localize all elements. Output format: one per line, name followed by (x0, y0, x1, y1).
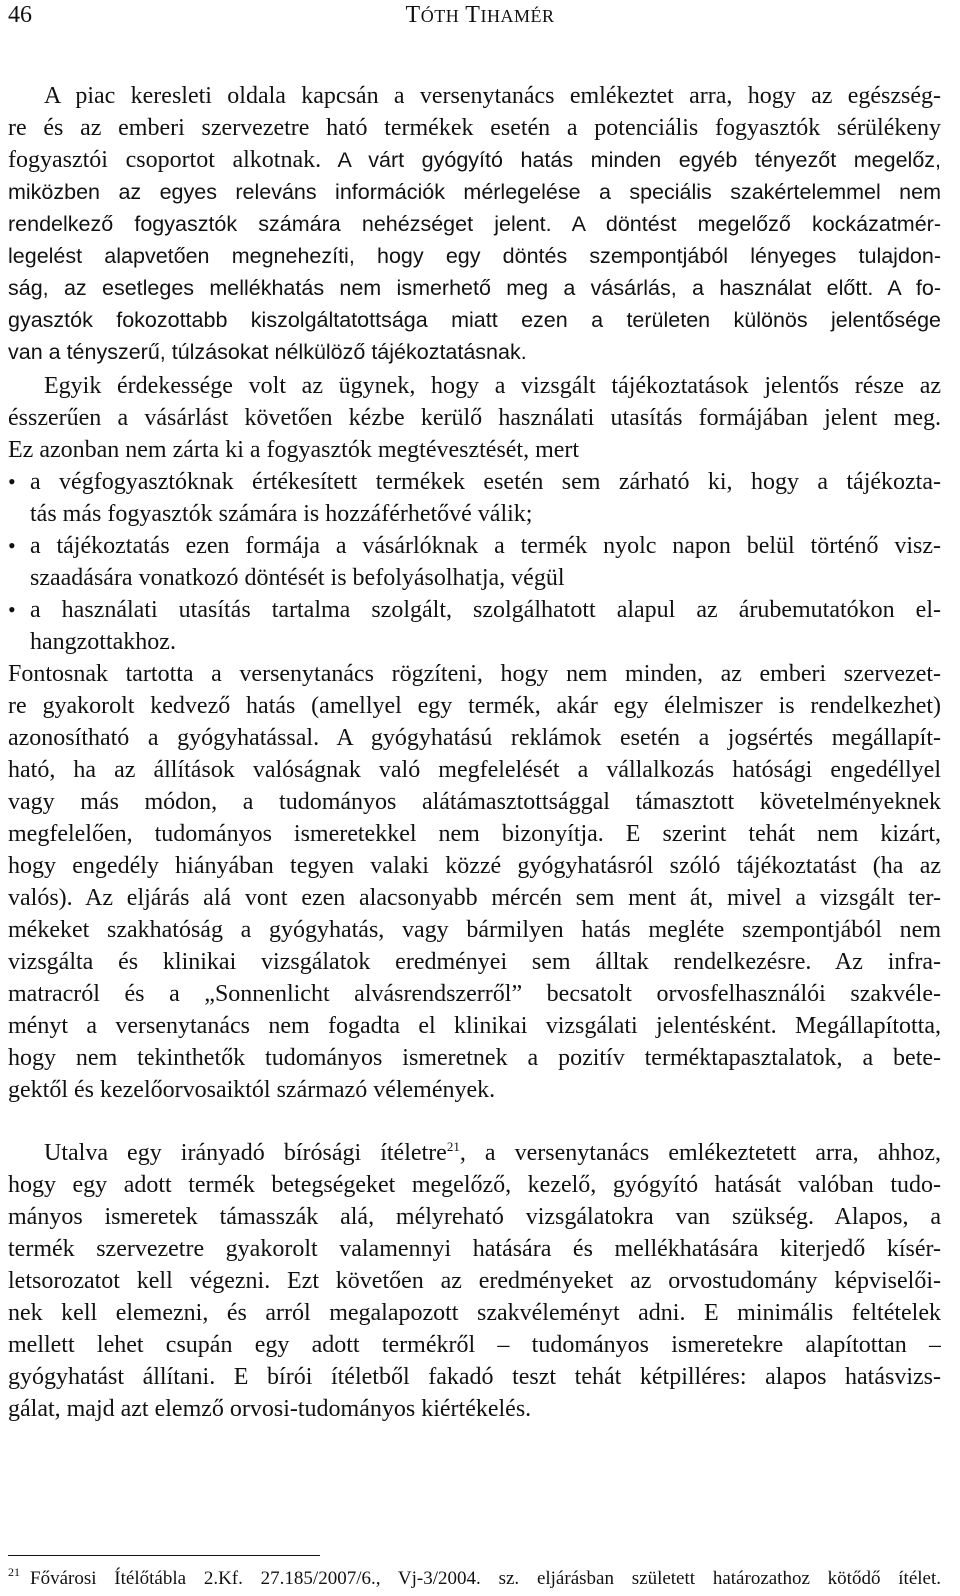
bullet-marker: • (8, 533, 16, 558)
text-line: miközben az egyes releváns információk mérlegelése a speciális szakértelemmel nem (8, 180, 941, 204)
text-line: van a tényszerű, túlzásokat nélkülöző tájékoztatásnak. (8, 340, 527, 364)
text-line: vagy más módon, a tudományos alátámasztottsággal támasztott követelményeknek (8, 789, 941, 815)
text-line: ság, az esetleges mellékhatás nem ismerhető meg a vásárlás, a használat előtt. A fo- (8, 276, 941, 300)
footnote-reference[interactable]: 21 (446, 1139, 460, 1154)
text-line: nek kell elemezni, és arról megalapozott szakvéleményt adni. E minimális feltételek (8, 1300, 941, 1326)
text-line: vizsgálta és klinikai vizsgálatok eredményei sem álltak rendelkezésre. Az infra- (8, 949, 941, 975)
text-line: ményt a versenytanács nem fogadta el klinikai vizsgálati jelentésként. Megállapította, (8, 1013, 941, 1039)
text-line: matracról és a „Sonnenlicht alvásrendszerről” becsatolt orvosfelhasználói szakvéle- (8, 981, 941, 1007)
bullet-marker: • (8, 597, 16, 622)
text-line: mellett lehet csupán egy adott termékről – tudományos ismeretekre alapítottan – (8, 1332, 941, 1358)
text-line: ésszerűen a vásárlást követően kézbe kerülő használati utasítás formájában jelent meg. (8, 405, 941, 431)
text-line: megfelelően, tudományos ismeretekkel nem bizonyítja. E szerint tehát nem kizárt, (8, 821, 941, 847)
text-line: termék szervezetre gyakorolt valamennyi hatására és mellékhatására kiterjedő kísér- (8, 1236, 941, 1262)
text-line: hogy engedély hiányában tegyen valaki közzé gyógyhatásról szóló tájékoztatást (ha az (8, 853, 941, 879)
text-line: Fontosnak tartotta a versenytanács rögzíteni, hogy nem minden, az emberi szervezet- (8, 661, 941, 687)
footnote-marker: 21 (8, 1565, 20, 1579)
text-line: hogy nem tekinthetők tudományos ismeretnek a pozitív terméktapasztalatok, a bete- (8, 1045, 941, 1071)
text-line: azonosítható a gyógyhatással. A gyógyhatású reklámok esetén a jogsértés megállapít- (8, 725, 941, 751)
text-line: gektől és kezelőorvosaiktól származó vélemények. (8, 1077, 496, 1103)
author-running-title: TÓTH TIHAMÉR (405, 2, 555, 28)
text-line: gyógyhatást állítani. E bírói ítéletből fakadó teszt tehát kétpilléres: alapos hatásvizs- (8, 1364, 941, 1390)
text-line: letsorozatot kell végezni. Ezt követően az eredményeket az orvostudomány képviselői- (8, 1268, 941, 1294)
text-line: gálat, majd azt elemző orvosi-tudományos kiértékelés. (8, 1396, 532, 1422)
running-header (0, 0, 960, 30)
text-line: Ez azonban nem zárta ki a fogyasztók megtévesztését, mert (8, 437, 580, 463)
text-line: mányos ismeretek támasszák alá, mélyreható vizsgálatokra van szükség. Alapos, a (8, 1204, 941, 1230)
text-line: ható, ha az állítások valóságnak való megfelelését a vállalkozás hatósági engedéllyel (8, 757, 941, 783)
list-item: a végfogyasztóknak értékesített termékek esetén sem zárható ki, hogy a tájékozta- (30, 469, 941, 495)
list-item-continuation: hangzottakhoz. (30, 629, 176, 655)
text-line: re és az emberi szervezetre ható termékek esetén a potenciális fogyasztók sérülékeny (8, 115, 941, 141)
text-line: valós). Az eljárás alá vont ezen alacsonyabb mércén sem ment át, mivel a vizsgált ter- (8, 885, 941, 911)
text-line: Utalva egy irányadó bírósági ítéletre$^{21}$, a versenytanács emlékeztetett arra, ahhoz, (44, 1139, 941, 1166)
text-line: re gyakorolt kedvező hatás (amellyel egy termék, akár egy élelmiszer is rendelkezhet) (8, 693, 941, 719)
list-item: a használati utasítás tartalma szolgált, szolgálhatott alapul az árubemutatókon el- (30, 597, 941, 623)
text-line: mékeket szakhatóság a gyógyhatás, vagy bármilyen hatás megléte szempontjából nem (8, 917, 941, 943)
list-item: a tájékoztatás ezen formája a vásárlóknak a termék nyolc napon belül történő visz- (30, 533, 941, 559)
text-line: fogyasztói csoportot alkotnak. A várt gyógyító hatás minden egyéb tényezőt megelőz, (8, 147, 941, 173)
list-item-continuation: szaadására vonatkozó döntését is befolyásolhatja, végül (30, 565, 565, 591)
text-line: A piac keresleti oldala kapcsán a versenytanács emlékeztet arra, hogy az egészség- (44, 83, 941, 109)
page-number: 46 (8, 2, 32, 28)
footnote (8, 1565, 941, 1593)
text-line: Egyik érdekessége volt az ügynek, hogy a vizsgált tájékoztatások jelentős része az (44, 373, 941, 399)
footnote-separator (8, 1555, 320, 1556)
list-item-continuation: tás más fogyasztók számára is hozzáférhetővé válik; (30, 501, 533, 527)
text-line: hogy egy adott termék betegségeket megelőző, kezelő, gyógyító hatását valóban tudo- (8, 1172, 941, 1198)
text-line: legelést alapvetően megnehezíti, hogy egy döntés szempontjából lényeges tulajdon- (8, 244, 941, 268)
bullet-marker: • (8, 469, 16, 494)
text-line: rendelkező fogyasztók számára nehézséget jelent. A döntést megelőző kockázatmér- (8, 212, 941, 236)
footnote-text: Fővárosi Ítélőtábla 2.Kf. 27.185/2007/6., Vj-3/2004. sz. eljárásban született határozathoz kötődő ítélet. (30, 1568, 941, 1589)
text-line: gyasztók fokozottabb kiszolgáltatottsága miatt ezen a területen különös jelentősége (8, 308, 941, 332)
